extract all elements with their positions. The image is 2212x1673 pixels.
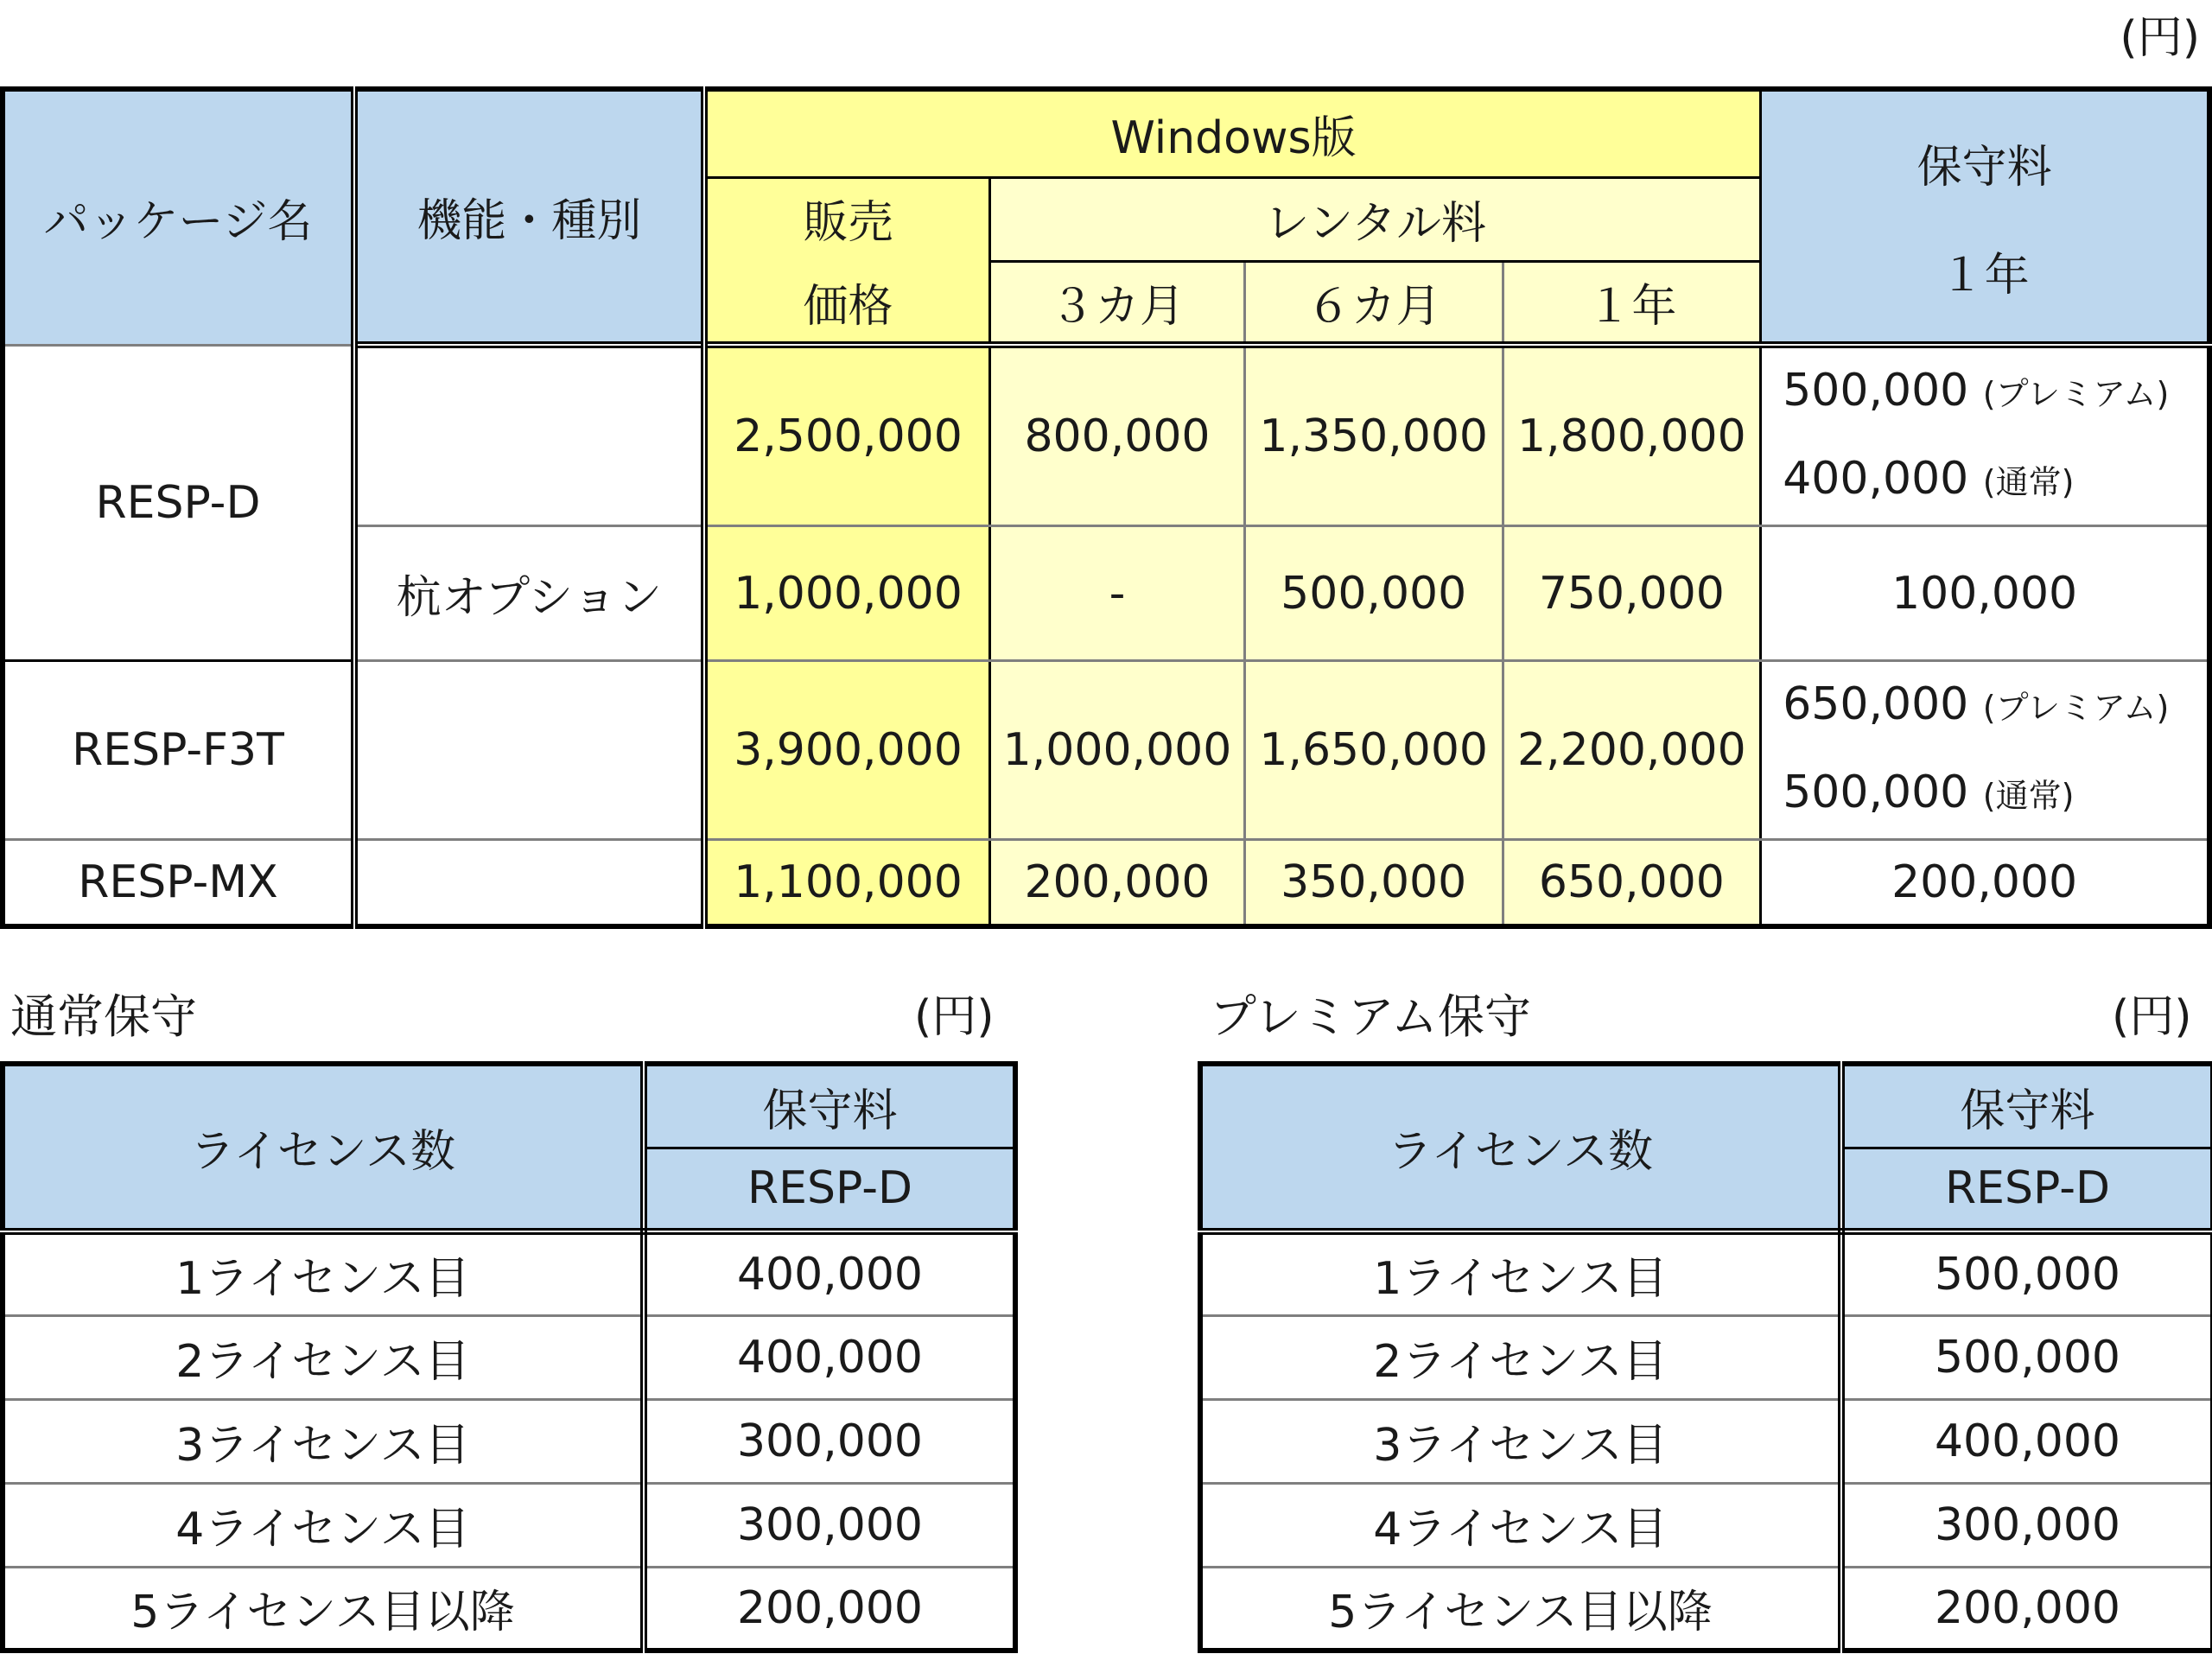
premium-license-label: 3ライセンス目 — [1200, 1399, 1841, 1483]
rental-3m-pile-option: - — [990, 526, 1245, 661]
maintenance-resp-d — [1761, 345, 2209, 526]
maintenance-normal-value: 400,000 — [1783, 453, 1969, 505]
function-resp-mx — [354, 840, 704, 926]
sale-price-resp-d: 2,500,000 — [704, 345, 990, 526]
normal-license-label: 5ライセンス目以降 — [3, 1567, 644, 1651]
header-maintenance — [1761, 89, 2209, 345]
premium-license-label: 5ライセンス目以降 — [1200, 1567, 1841, 1651]
premium-license-label: 4ライセンス目 — [1200, 1483, 1841, 1567]
normal-license-label: 2ライセンス目 — [3, 1315, 644, 1399]
normal-maintenance-unit-label: (円) — [914, 991, 995, 1043]
maintenance-normal-note: (通常) — [1982, 777, 2075, 815]
header-3-months: ３カ月 — [990, 261, 1245, 345]
rental-3m-resp-d: 800,000 — [990, 345, 1245, 526]
maintenance-premium-note: (プレミアム) — [1982, 689, 2170, 727]
sale-price-resp-mx: 1,100,000 — [704, 840, 990, 926]
package-resp-d: RESP-D — [3, 345, 354, 661]
premium-license-fee: 400,000 — [1841, 1399, 2212, 1483]
normal-header-fee: 保守料 — [644, 1064, 1015, 1148]
package-resp-f3t: RESP-F3T — [3, 661, 354, 840]
maintenance-normal-value: 500,000 — [1783, 767, 1969, 818]
header-windows-edition: Windows版 — [704, 89, 1761, 177]
rental-6m-resp-d: 1,350,000 — [1244, 345, 1503, 526]
header-sale-price-line1: 販売 — [803, 196, 893, 249]
header-sale-price-line2: 価格 — [803, 280, 893, 333]
function-pile-option: 杭オプション — [354, 526, 704, 661]
rental-3m-resp-f3t: 1,000,000 — [990, 661, 1245, 840]
premium-license-fee: 500,000 — [1841, 1231, 2212, 1315]
rental-1y-resp-f3t: 2,200,000 — [1503, 661, 1761, 840]
rental-1y-pile-option: 750,000 — [1503, 526, 1761, 661]
header-maintenance-period: １年 — [1939, 249, 2030, 302]
maintenance-pile-option: 100,000 — [1761, 526, 2209, 661]
rental-6m-pile-option: 500,000 — [1244, 526, 1503, 661]
header-maintenance-label: 保守料 — [1916, 141, 2052, 194]
sale-price-pile-option: 1,000,000 — [704, 526, 990, 661]
maintenance-resp-f3t — [1761, 661, 2209, 840]
normal-license-fee: 200,000 — [644, 1567, 1015, 1651]
maintenance-normal-resp-f3t — [1783, 750, 2207, 838]
normal-license-fee: 300,000 — [644, 1483, 1015, 1567]
maintenance-premium-resp-f3t — [1783, 662, 2207, 750]
rental-1y-resp-d: 1,800,000 — [1503, 345, 1761, 526]
maintenance-premium-note: (プレミアム) — [1982, 375, 2170, 413]
normal-license-fee: 300,000 — [644, 1399, 1015, 1483]
rental-6m-resp-mx: 350,000 — [1244, 840, 1503, 926]
header-6-months: ６カ月 — [1244, 261, 1503, 345]
header-sale-price — [704, 177, 990, 345]
main-unit-label: (円) — [2120, 12, 2200, 64]
sale-price-resp-f3t: 3,900,000 — [704, 661, 990, 840]
function-resp-f3t — [354, 661, 704, 840]
premium-license-label: 1ライセンス目 — [1200, 1231, 1841, 1315]
maintenance-premium-value: 500,000 — [1783, 365, 1969, 417]
premium-maintenance-caption: プレミアム保守 — [1210, 989, 1532, 1044]
normal-header-license-count: ライセンス数 — [3, 1064, 644, 1231]
premium-license-fee: 500,000 — [1841, 1315, 2212, 1399]
premium-maintenance-unit-label: (円) — [2112, 991, 2192, 1043]
normal-license-label: 1ライセンス目 — [3, 1231, 644, 1315]
rental-1y-resp-mx: 650,000 — [1503, 840, 1761, 926]
header-rental-fee: レンタル料 — [990, 177, 1761, 261]
normal-license-fee: 400,000 — [644, 1231, 1015, 1315]
maintenance-premium-resp-d — [1783, 348, 2207, 436]
header-package-name: パッケージ名 — [3, 89, 354, 345]
premium-header-product: RESP-D — [1841, 1148, 2212, 1231]
header-1-year: １年 — [1503, 261, 1761, 345]
premium-license-fee: 300,000 — [1841, 1483, 2212, 1567]
premium-header-fee: 保守料 — [1841, 1064, 2212, 1148]
normal-license-label: 3ライセンス目 — [3, 1399, 644, 1483]
normal-maintenance-table — [0, 1061, 1018, 1653]
rental-6m-resp-f3t: 1,650,000 — [1244, 661, 1503, 840]
normal-license-label: 4ライセンス目 — [3, 1483, 644, 1567]
function-resp-d — [354, 345, 704, 526]
maintenance-normal-note: (通常) — [1982, 463, 2075, 501]
premium-license-label: 2ライセンス目 — [1200, 1315, 1841, 1399]
maintenance-resp-mx: 200,000 — [1761, 840, 2209, 926]
normal-maintenance-caption: 通常保守 — [10, 989, 197, 1044]
rental-3m-resp-mx: 200,000 — [990, 840, 1245, 926]
premium-maintenance-table — [1198, 1061, 2212, 1653]
maintenance-normal-resp-d — [1783, 436, 2207, 525]
price-table — [0, 86, 2212, 929]
header-function-type: 機能・種別 — [354, 89, 704, 345]
normal-header-product: RESP-D — [644, 1148, 1015, 1231]
package-resp-mx: RESP-MX — [3, 840, 354, 926]
normal-license-fee: 400,000 — [644, 1315, 1015, 1399]
premium-header-license-count: ライセンス数 — [1200, 1064, 1841, 1231]
premium-license-fee: 200,000 — [1841, 1567, 2212, 1651]
maintenance-premium-value: 650,000 — [1783, 678, 1969, 730]
